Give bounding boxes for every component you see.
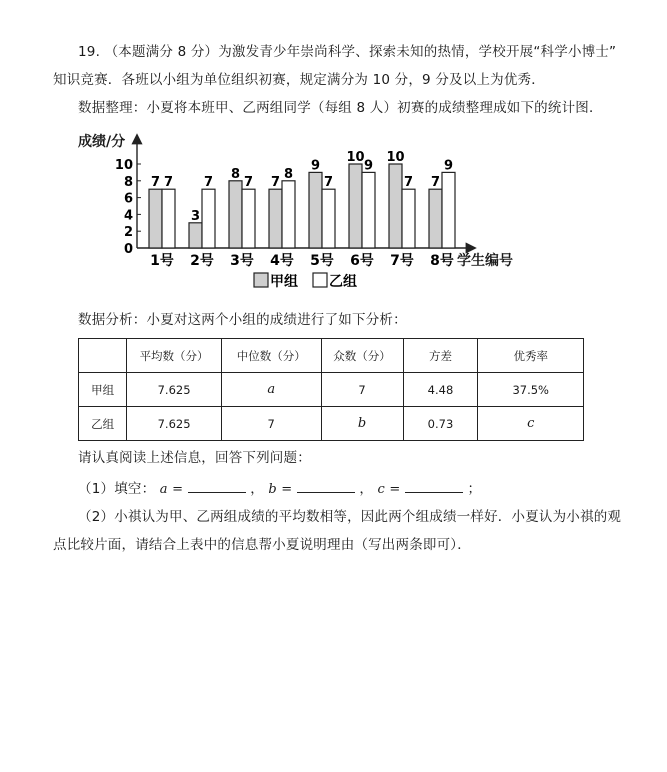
table-header-cell: 优秀率 (478, 339, 584, 373)
table-header-cell: 中位数（分） (221, 339, 321, 373)
table-cell-c: c (478, 407, 584, 441)
table-row-yi (79, 407, 584, 441)
bar-value-label: 7 (323, 175, 334, 191)
table-cell: 7.625 (127, 407, 222, 441)
table-cell-b: b (321, 407, 403, 441)
problem-number: 19. (78, 44, 101, 60)
intro-line-2: 知识竞赛．各班以小组为单位组织初赛，规定满分为 10 分，9 分及以上为优秀． (53, 72, 545, 88)
y-tick-label: 8 (123, 174, 133, 190)
table-cell: 37.5% (478, 373, 584, 407)
intro-text-1: （本题满分 8 分）为激发青少年崇尚科学、探索未知的热情，学校开展“科学小博士” (104, 44, 617, 60)
bar-chart (0, 0, 667, 300)
bar-value-label: 7 (243, 175, 254, 191)
bar-value-label: 7 (430, 175, 441, 191)
bar-jia (389, 164, 402, 248)
bar-yi (202, 189, 215, 248)
bar-value-label: 7 (270, 175, 281, 191)
x-tick-label: 8号 (430, 253, 454, 269)
bar-jia (269, 189, 282, 248)
table-cell: 4.48 (403, 373, 478, 407)
y-axis-label: 成绩/分 (78, 134, 126, 150)
bar-value-label: 9 (363, 158, 374, 174)
x-tick-label: 5号 (310, 253, 334, 269)
x-tick-label: 6号 (350, 253, 374, 269)
bar-value-label: 7 (150, 175, 161, 191)
question-2-line-1: （2）小祺认为甲、乙两组成绩的平均数相等，因此两个组成绩一样好．小夏认为小祺的观 (78, 509, 622, 525)
bar-jia (429, 189, 442, 248)
bar-yi (362, 172, 375, 248)
table-header-cell: 平均数（分） (127, 339, 222, 373)
table-row-jia (79, 373, 584, 407)
stats-table (78, 338, 584, 441)
q1-b-label: b = (268, 482, 293, 497)
bar-jia (149, 189, 162, 248)
table-cell-a: a (221, 373, 321, 407)
bar-jia (229, 181, 242, 248)
read-prompt: 请认真阅读上述信息，回答下列问题： (78, 450, 311, 466)
table-header-cell: 众数（分） (321, 339, 403, 373)
q1-c-blank[interactable] (405, 478, 463, 493)
y-tick-label: 2 (123, 225, 133, 241)
bar-yi (282, 181, 295, 248)
legend-swatch-jia (254, 273, 268, 287)
bar-yi (322, 189, 335, 248)
x-tick-label: 4号 (270, 253, 294, 269)
data-organization-text: 数据整理：小夏将本班甲、乙两组同学（每组 8 人）初赛的成绩整理成如下的统计图． (78, 100, 603, 116)
bar-value-label: 10 (386, 150, 405, 165)
bar-yi (402, 189, 415, 248)
table-header-cell: 方差 (403, 339, 478, 373)
q1-label: （1）填空： (78, 481, 156, 497)
table-header-row (79, 339, 584, 373)
bar-value-label: 7 (203, 175, 214, 191)
q1-a-blank[interactable] (188, 478, 246, 493)
legend-label-jia: 甲组 (270, 274, 298, 290)
bar-jia (189, 223, 202, 248)
q1-separator: ， (359, 481, 374, 497)
bar-value-label: 7 (163, 175, 174, 191)
q1-c-label: c = (377, 482, 401, 497)
question-1 (78, 478, 481, 500)
bar-value-label: 10 (346, 150, 365, 165)
bar-value-label: 7 (403, 175, 414, 191)
table-cell: 7.625 (127, 373, 222, 407)
legend-swatch-yi (313, 273, 327, 287)
table-cell: 7 (321, 373, 403, 407)
table-cell: 乙组 (79, 407, 127, 441)
y-tick-label: 0 (123, 242, 133, 257)
q1-a-label: a = (159, 482, 184, 497)
table-cell: 甲组 (79, 373, 127, 407)
legend (254, 273, 357, 290)
bar-value-label: 3 (190, 208, 201, 224)
q1-b-blank[interactable] (297, 478, 355, 493)
q1-separator: ， (250, 481, 264, 497)
bar-yi (442, 172, 455, 248)
q1-end: ； (467, 481, 482, 497)
bar-jia (349, 164, 362, 248)
x-tick-label: 7号 (390, 253, 414, 269)
y-tick-label: 10 (114, 158, 133, 173)
question-2-line-2: 点比较片面，请结合上表中的信息帮小夏说明理由（写出两条即可）． (53, 537, 471, 553)
y-tick-label: 6 (123, 191, 133, 207)
x-tick-label: 1号 (150, 253, 174, 269)
x-axis-label: 学生编号 (457, 253, 513, 269)
bar-value-label: 9 (443, 158, 454, 174)
table-cell: 0.73 (403, 407, 478, 441)
table-header-cell (79, 339, 127, 373)
table-cell: 7 (221, 407, 321, 441)
bar-yi (242, 189, 255, 248)
bar-yi (162, 189, 175, 248)
bar-jia (309, 172, 322, 248)
x-tick-label: 2号 (190, 253, 214, 269)
bar-value-label: 8 (230, 166, 241, 182)
legend-label-yi: 乙组 (329, 274, 357, 290)
bar-value-label: 8 (283, 166, 294, 182)
x-tick-labels (150, 252, 454, 269)
y-tick-label: 4 (123, 208, 133, 224)
data-analysis-text: 数据分析：小夏对这两个小组的成绩进行了如下分析： (78, 312, 407, 328)
bar-value-label: 9 (310, 158, 321, 174)
x-tick-label: 3号 (230, 253, 254, 269)
